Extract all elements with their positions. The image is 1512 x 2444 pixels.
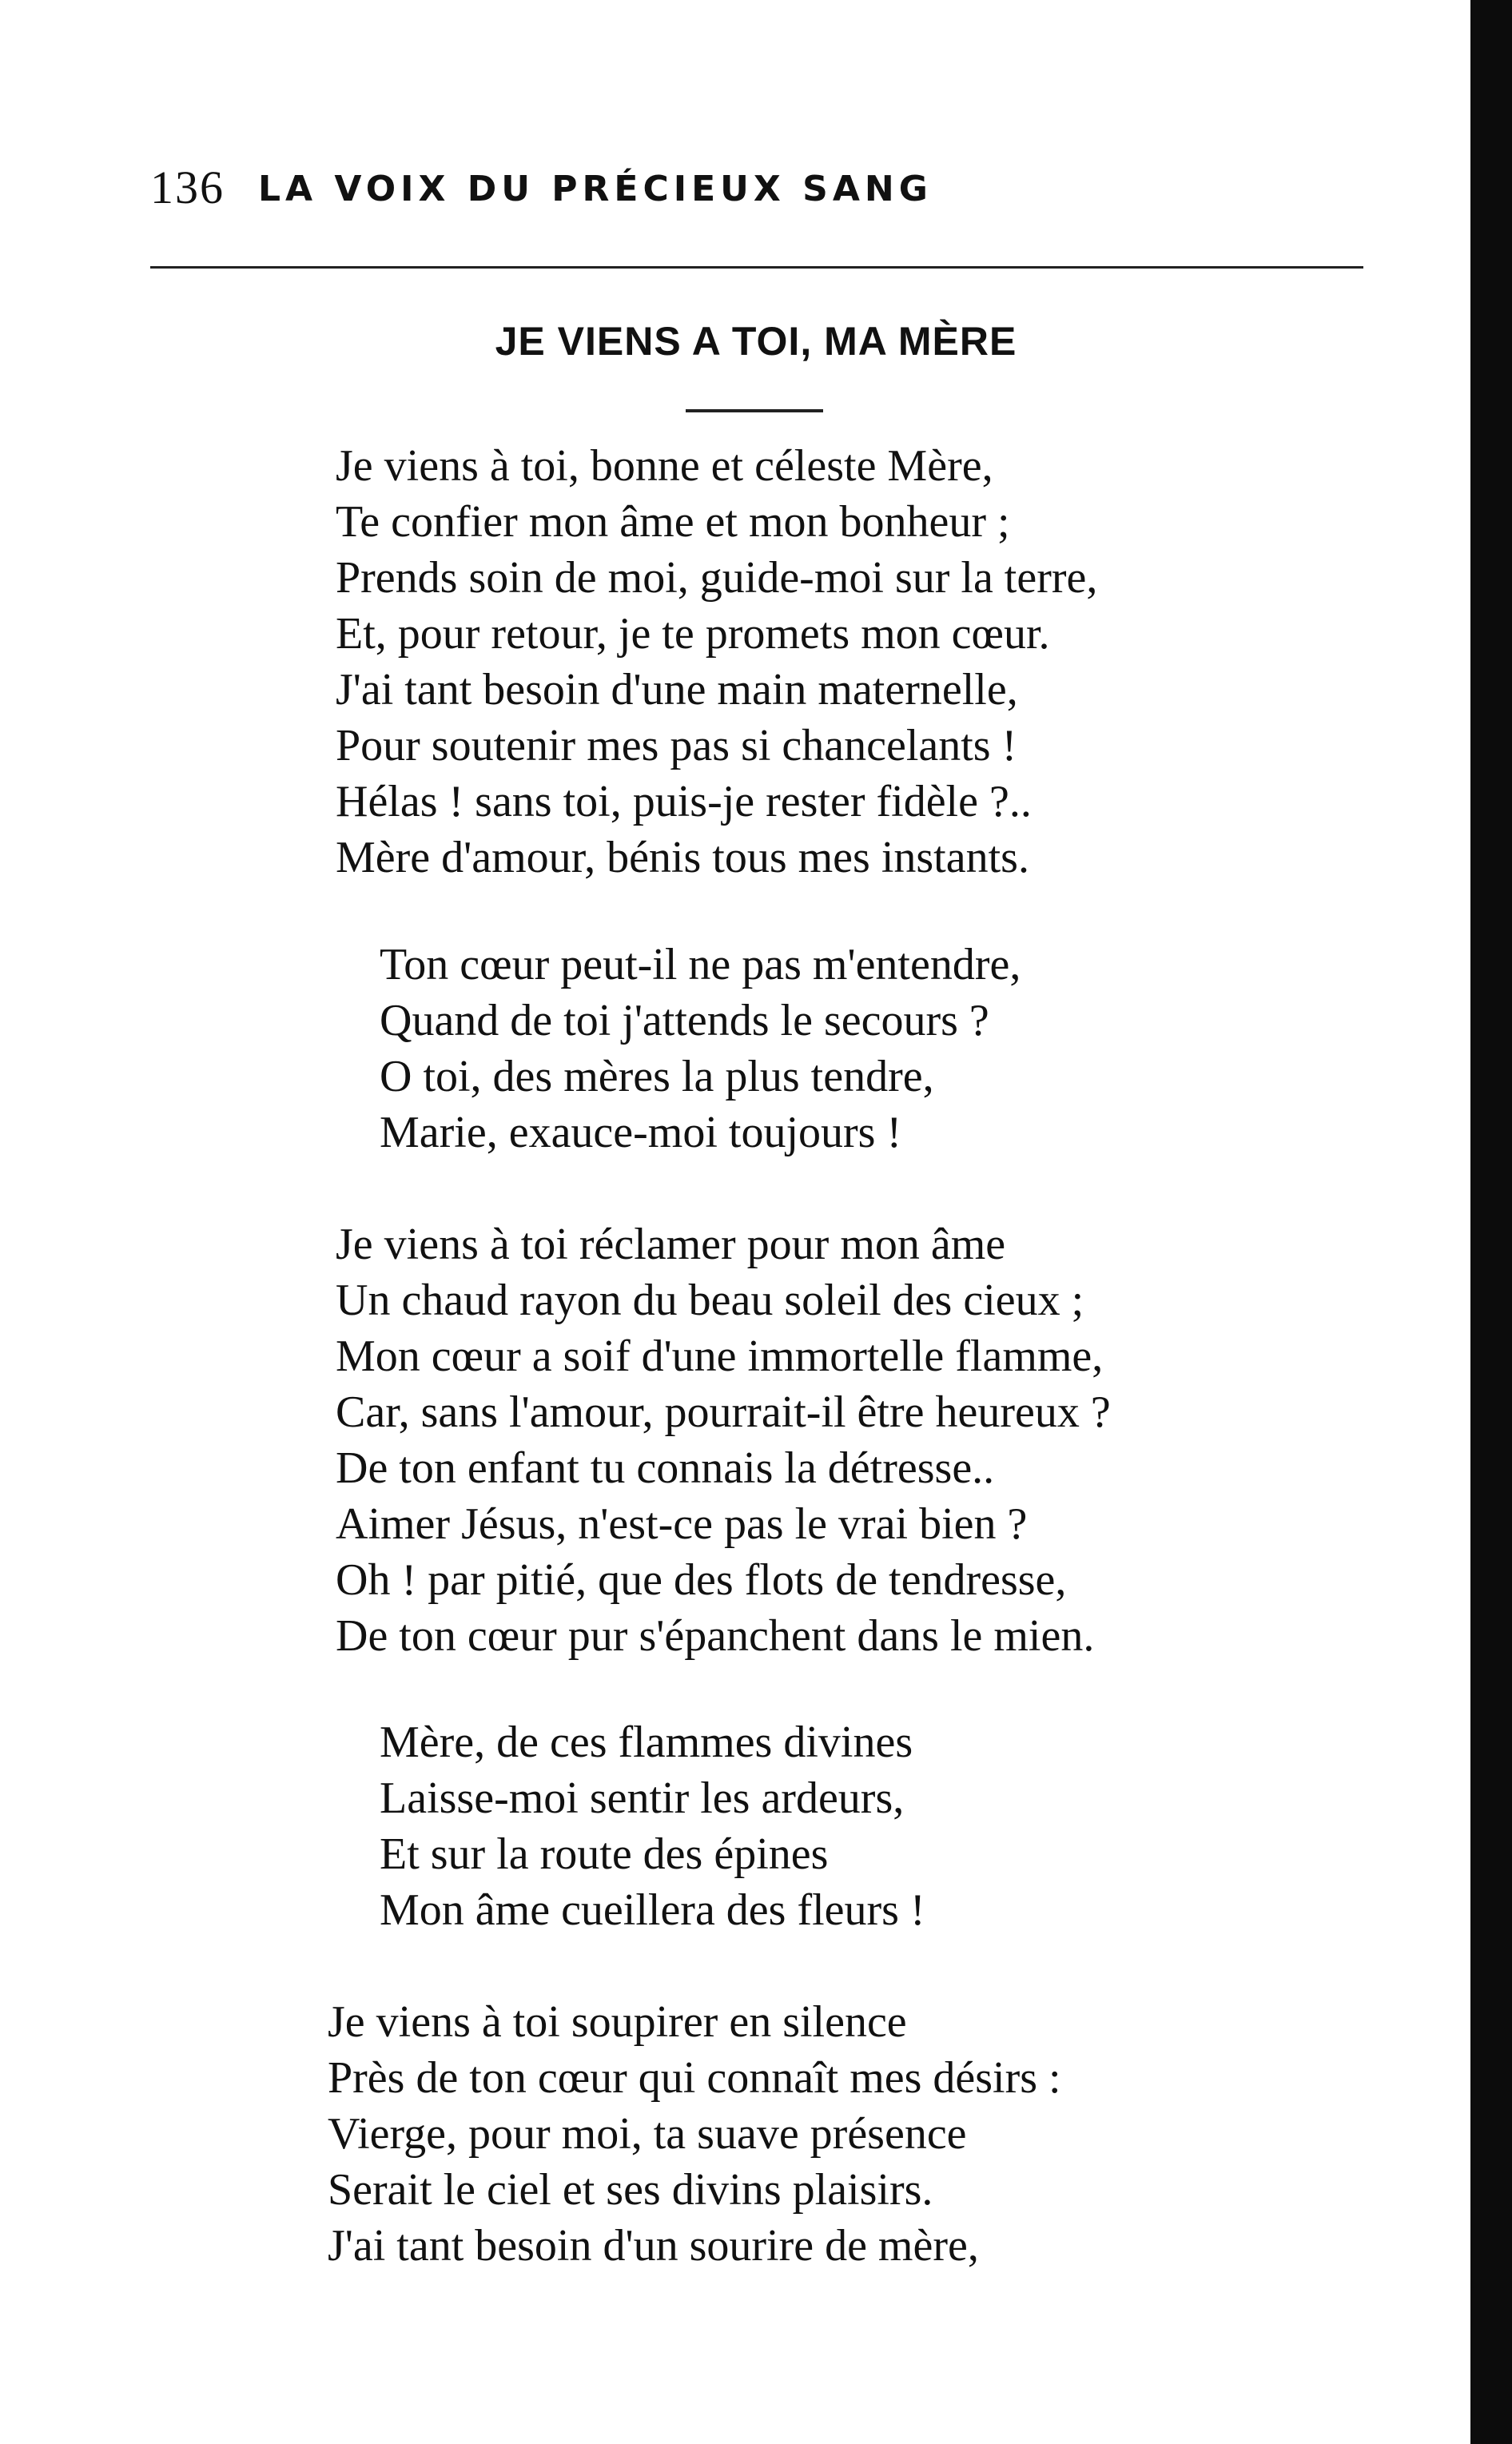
verse-line: Te confier mon âme et mon bonheur ; [336,497,1010,547]
verse-line: Et sur la route des épines [380,1829,829,1879]
verse-line: De ton cœur pur s'épanchent dans le mien. [336,1611,1095,1661]
verse-line: Un chaud rayon du beau soleil des cieux ; [336,1276,1084,1325]
poem-title: JE VIENS A TOI, MA MÈRE [495,319,1017,364]
verse-line: Je viens à toi, bonne et céleste Mère, [336,441,993,491]
verse-line: Mère, de ces flammes divines [380,1718,913,1767]
verse-line: Aimer Jésus, n'est-ce pas le vrai bien ? [336,1499,1028,1549]
verse-line: Ton cœur peut-il ne pas m'entendre, [380,940,1021,989]
verse-line: Mon âme cueillera des fleurs ! [380,1885,925,1935]
running-head: LA VOIX DU PRÉCIEUX SANG [258,169,933,209]
verse-line: Hélas ! sans toi, puis-je rester fidèle ?.. [336,777,1032,826]
verse-line: Car, sans l'amour, pourrait-il être heureux ? [336,1387,1111,1437]
verse-line: Quand de toi j'attends le secours ? [380,996,989,1045]
verse-line: J'ai tant besoin d'un sourire de mère, [328,2221,979,2271]
verse-line: Vierge, pour moi, ta suave présence [328,2109,967,2159]
page-number: 136 [150,161,225,213]
verse-line: Marie, exauce-moi toujours ! [380,1108,902,1157]
verse-line: O toi, des mères la plus tendre, [380,1052,934,1101]
verse-line: Mère d'amour, bénis tous mes instants. [336,833,1029,882]
verse-line: Prends soin de moi, guide-moi sur la terre, [336,553,1098,603]
verse-line: Serait le ciel et ses divins plaisirs. [328,2165,933,2215]
verse-line: Pour soutenir mes pas si chancelants ! [336,721,1017,770]
verse-line: Oh ! par pitié, que des flots de tendresse, [336,1555,1067,1605]
verse-line: Et, pour retour, je te promets mon cœur. [336,609,1050,659]
verse-line: De ton enfant tu connais la détresse.. [336,1443,995,1493]
verse-line: Mon cœur a soif d'une immortelle flamme, [336,1331,1104,1381]
verse-line: Près de ton cœur qui connaît mes désirs : [328,2053,1061,2103]
verse-line: Je viens à toi soupirer en silence [328,1997,907,2047]
verse-line: J'ai tant besoin d'une main maternelle, [336,665,1018,714]
verse-line: Je viens à toi réclamer pour mon âme [336,1220,1006,1269]
verse-line: Laisse-moi sentir les ardeurs, [380,1773,905,1823]
